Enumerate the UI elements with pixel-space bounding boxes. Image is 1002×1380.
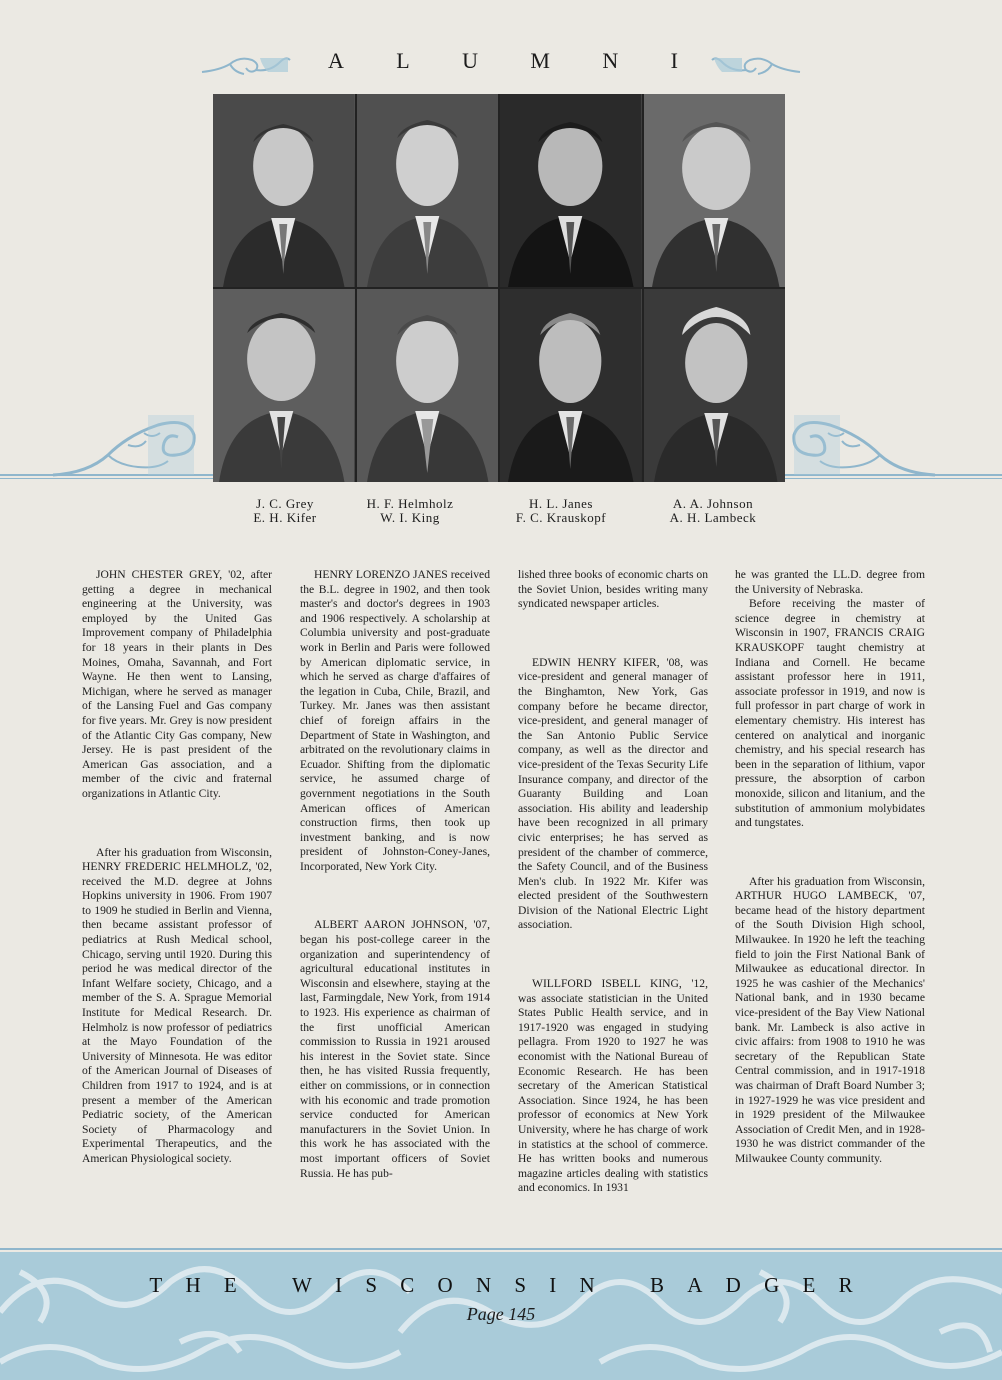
title-letter: M [530,48,550,73]
portrait-photo-icon [644,94,786,287]
title-letter: N [579,1273,595,1297]
title-letter: H [185,1273,201,1297]
title-letter: W [291,1273,312,1297]
caption-column-2 [330,497,490,525]
caption-name: H. L. Janes [529,496,593,511]
biography-paragraph: HENRY LORENZO JANES received the B.L. degree in 1902, and then took master's and doctor's degrees in 1903 and 1906 respectively. A scholarship at Columbia university and post-graduate work in Berlin and Paris were followed by American diplomatic service, in which he served as charge d'affaires of the legation in Cuba, Chile, Brazil, and Turkey. Mr. Janes was then assistant chief of foreign affairs in the Department of State in Washington, and arbitrated on the revolutionary claims in Ecuador. Shifting from the diplomatic service, he assumed charge of government negotiations in the South American offices of American construction firms, then took up investment banking, and is now president of Johnston-Coney-Janes, Incorporated, New York City. [300,568,490,873]
caption-column-4 [633,497,793,525]
page-number: Page 145 [466,1304,536,1324]
title-letter: O [437,1273,453,1297]
portrait-photo-icon [500,94,642,287]
title-letter: S [514,1273,527,1297]
title-letter: R [838,1273,853,1297]
title-letter: D [725,1273,741,1297]
page-title [328,48,678,74]
caption-name: A. H. Lambeck [669,510,757,525]
acanthus-scroll-ornament-icon [48,405,198,480]
biography-paragraph: WILLFORD ISBELL KING, '12, was associate statistician in the United States Public Health service, and in 1917-1920 was engaged in studying pellagra. From 1920 to 1927 he was economist with the National Bureau of Economic Research. He has been secretary of the American Statistical Association. Since 1924, he has been professor of economics at New York University, where he has charge of work in statistics at the school of commerce. He has written books and numerous magazine articles dealing with statistics and economics. In 1931 [518,977,708,1195]
biography-paragraph: EDWIN HENRY KIFER, '08, was vice-president and general manager of the Binghamton, New York, Gas company before he became director, vice-president, and general manager of the San Antonio Public Service company, as well as the director and vice-president of the Texas Security Life Insurance company, and director of the Guaranty Building and Loan association. His ability and leadership have been recognized in all primary civic enterprises; he has served as president of the chamber of commerce, the Safety Council, and of the Business Men's club. In 1922 Mr. Kifer was elected president of the Southwestern Division of the National Electric Light association. [518,655,708,932]
portrait-photo-icon [500,289,642,482]
title-letter: A [328,48,344,73]
title-letter: I [549,1273,557,1297]
publication-title [0,1273,1002,1298]
biography-paragraph: JOHN CHESTER GREY, '02, after getting a degree in mechanical engineering at the University, was employed by the United Gas Improvement company of Philadelphia for 18 years in their plants in Des Moines, Omaha, Savannah, and Fort Wayne. He then went to Lansing, Michigan, where he served as manager of the Lansing Fuel and Gas company for five years. Mr. Grey is now president of the Atlantic City Gas company, New Jersey. He is past president of the American Gas association, and a member of the civic and fraternal organizations in Atlantic City. [82,568,272,800]
text-column-2 [300,568,490,1181]
text-column-1 [82,568,272,1167]
acanthus-scroll-ornament-icon [790,405,940,480]
caption-column-3 [481,497,641,525]
caption-name: F. C. Krauskopf [515,510,607,525]
footer-rule [0,1248,1002,1250]
biography-paragraph: After his graduation from Wisconsin, ARTHUR HUGO LAMBECK, '07, became head of the history department of the South Division High school, Milwaukee. In 1920 he left the teaching field to join the First National Bank of Milwaukee as educational director. In 1925 he was cashier of the Mechanics' National bank, and in 1930 became vice-president of the Bay View National bank. Mr. Lambeck is also active in civic affairs: from 1908 to 1910 he was secretary of the Republican State Central commission, and in 1917-1918 was chairman of Draft Board Number 3; in 1927-1929 he was vice president and in 1929 president of the Milwaukee Association of Credit Men, and in 1928-1930 he was district commander of the Milwaukee County community. [735,874,925,1165]
title-letter: N [475,1273,492,1297]
biography-paragraph: ALBERT AARON JOHNSON, '07, began his post-college career in the organization and superintendency of agricultural educational institutes in Wisconsin and elsewhere, staying at the last, Farmingdale, New York, from 1914 to 1923. His experience as chairman of the first unofficial American commission to Russia in 1921 aroused his interest in the Soviet state. Since then, he has visited Russia frequently, either on commissions, or in connection with his economic and trade promotion service conducted for American manufacturers in the Soviet Union. In this work he has associated with the most important officers of Soviet Russia. He has pub- [300,918,490,1180]
right-scroll-ornament-icon [710,52,802,78]
portrait-grid [213,94,785,482]
title-letter: L [396,48,410,73]
title-letter: E [223,1273,237,1297]
title-letter: S [365,1273,377,1297]
caption-name: E. H. Kifer [253,510,317,525]
text-column-4 [735,568,925,1167]
portrait-photo-icon [357,289,499,482]
title-letter: G [764,1273,780,1297]
header [200,48,802,84]
title-letter: T [149,1273,163,1297]
caption-name: A. A. Johnson [672,496,754,511]
title-letter: I [670,48,678,73]
title-letter: I [335,1273,343,1297]
biography-paragraph: lished three books of economic charts on the Soviet Union, besides writing many syndicated newspaper articles. [518,568,708,611]
biography-paragraph: he was granted the LL.D. degree from the University of Nebraska. [735,568,925,596]
title-letter: B [649,1273,664,1297]
caption-name: H. F. Helmholz [366,496,454,511]
caption-name: W. I. King [380,510,440,525]
title-letter: A [687,1273,703,1297]
caption-name: J. C. Grey [256,496,314,511]
biography-paragraph: Before receiving the master of science degree in chemistry at Wisconsin in 1907, FRANCIS CRAIG KRAUSKOPF taught chemistry at Indiana and Cornell. He became assistant professor here in 1911, associate professor in 1919, and now is full professor in part charge of work in elementary chemistry. His interest has centered on analytical and inorganic chemistry, and his special research has been in the separation of lithium, vapor pressure, the absorption of carbon monoxide, silicon and litanium, and the substitution of ammonium molybidates and tungstates. [735,597,925,830]
portrait-photo-icon [213,94,355,287]
portrait-photo-icon [213,289,355,482]
portrait-photo-icon [644,289,786,482]
title-letter: E [802,1273,816,1297]
left-scroll-ornament-icon [200,52,292,78]
title-letter: C [400,1273,415,1297]
title-letter: U [462,48,479,73]
biography-paragraph: After his graduation from Wisconsin, HENRY FREDERIC HELMHOLZ, '02, received the M.D. degree at Johns Hopkins university in 1906. From 1907 to 1909 he studied in Berlin and Vienna, then became assistant professor of pediatrics at Rush Medical school, Chicago, serving until 1920. During this period he was medical director of the Infant Welfare society, Chicago, and a member of the S. A. Sprague Memorial Institute for Medical Research. Dr. Helmholz is now professor of pediatrics at the Mayo Foundation of the University of Minnesota. He was editor of the American Journal of Diseases of Children from 1917 to 1924, and is at present a member of the American Pediatric society, of the American Society of Pharmacology and Experimental Therapeutics, and the American Physiological society. [82,845,272,1165]
portrait-photo-icon [357,94,499,287]
text-column-3 [518,568,708,1196]
title-letter: N [602,48,619,73]
